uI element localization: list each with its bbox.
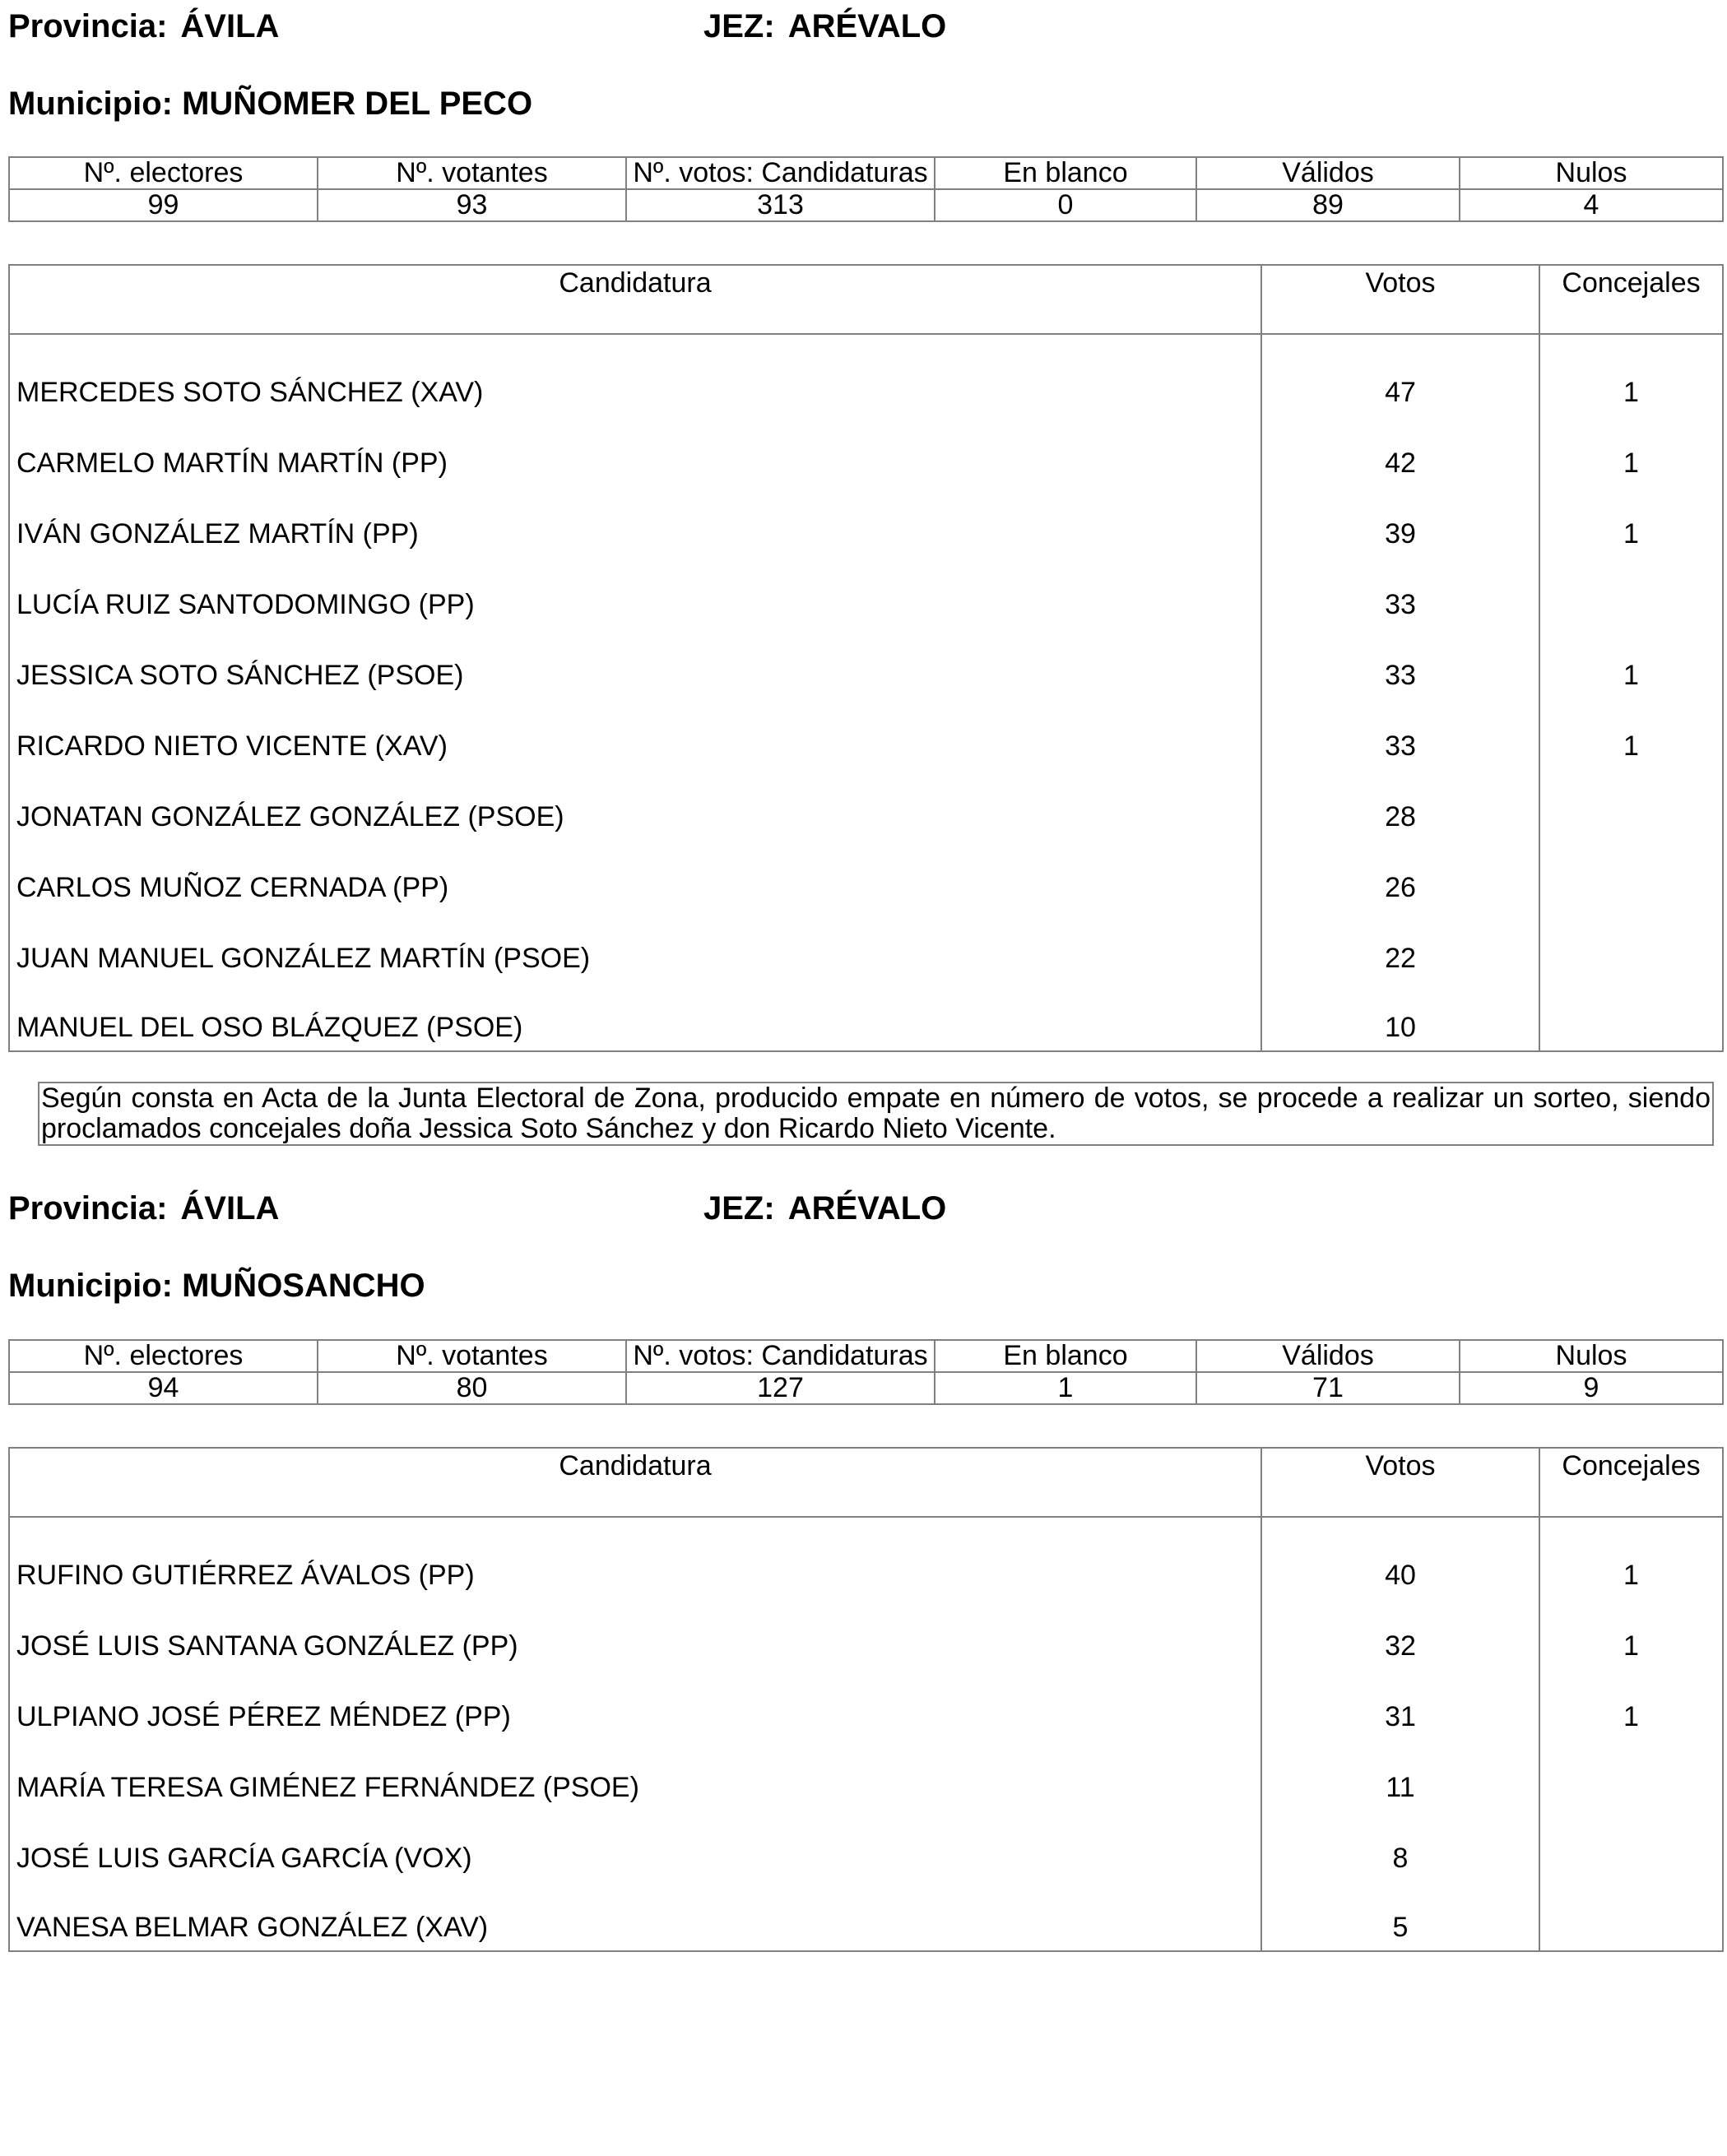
table-row (9, 412, 1723, 483)
candidate-votos: 28 (1261, 766, 1539, 837)
candidates-header-row (9, 1448, 1723, 1517)
stats-header-votantes: Nº. votantes (318, 1340, 626, 1372)
municipio-value: MUÑOMER DEL PECO (182, 86, 533, 122)
provincia-heading (8, 1190, 279, 1226)
candidate-concejales: 1 (1539, 624, 1723, 695)
stats-value-votos-candidaturas: 313 (626, 189, 935, 221)
table-row (9, 1736, 1723, 1807)
candidate-name: JESSICA SOTO SÁNCHEZ (PSOE) (9, 624, 1261, 695)
stats-value-votos-candidaturas: 127 (626, 1372, 935, 1404)
stats-table (8, 156, 1724, 222)
candidate-concejales (1539, 978, 1723, 1051)
candidate-votos: 31 (1261, 1666, 1539, 1736)
candidates-table (8, 264, 1724, 1052)
table-row (9, 766, 1723, 837)
candidate-concejales (1539, 837, 1723, 907)
table-row (9, 334, 1723, 412)
stats-value-electores: 99 (9, 189, 318, 221)
jez-heading (703, 8, 946, 44)
jez-label: JEZ: (703, 1190, 775, 1226)
candidate-votos: 10 (1261, 978, 1539, 1051)
candidate-name: IVÁN GONZÁLEZ MARTÍN (PP) (9, 483, 1261, 554)
candidate-concejales: 1 (1539, 695, 1723, 766)
candidates-header-row (9, 265, 1723, 334)
candidate-votos: 8 (1261, 1807, 1539, 1878)
provincia-value: ÁVILA (180, 1190, 280, 1226)
votos-header: Votos (1261, 265, 1539, 334)
candidate-votos: 42 (1261, 412, 1539, 483)
stats-header-nulos: Nulos (1460, 157, 1723, 189)
candidate-concejales: 1 (1539, 1595, 1723, 1666)
table-row (9, 978, 1723, 1051)
stats-value-nulos: 9 (1460, 1372, 1723, 1404)
candidatura-header: Candidatura (9, 265, 1261, 334)
municipio-heading (8, 86, 532, 122)
candidate-votos: 22 (1261, 907, 1539, 978)
table-row (9, 624, 1723, 695)
candidate-concejales (1539, 907, 1723, 978)
candidate-votos: 33 (1261, 554, 1539, 624)
stats-header-en-blanco: En blanco (935, 157, 1196, 189)
stats-value-validos: 89 (1196, 189, 1460, 221)
tie-note: Según consta en Acta de la Junta Electoral de Zona, producido empate en número de votos, se procede a realizar un sorteo, siendo proclamados concejales doña Jessica Soto Sánchez y don Ricardo Nieto Vicente. (38, 1082, 1714, 1146)
provincia-heading (8, 8, 279, 44)
stats-value-row (9, 189, 1723, 221)
candidate-votos: 26 (1261, 837, 1539, 907)
candidate-name: MARÍA TERESA GIMÉNEZ FERNÁNDEZ (PSOE) (9, 1736, 1261, 1807)
candidate-concejales: 1 (1539, 334, 1723, 412)
candidate-votos: 33 (1261, 695, 1539, 766)
candidate-concejales: 1 (1539, 483, 1723, 554)
candidate-votos: 5 (1261, 1878, 1539, 1951)
table-row (9, 837, 1723, 907)
municipio-heading (8, 1268, 425, 1304)
candidate-name: ULPIANO JOSÉ PÉREZ MÉNDEZ (PP) (9, 1666, 1261, 1736)
candidate-votos: 39 (1261, 483, 1539, 554)
table-row (9, 483, 1723, 554)
stats-value-en-blanco: 0 (935, 189, 1196, 221)
candidate-name: LUCÍA RUIZ SANTODOMINGO (PP) (9, 554, 1261, 624)
candidate-name: RUFINO GUTIÉRREZ ÁVALOS (PP) (9, 1517, 1261, 1595)
stats-header-row (9, 157, 1723, 189)
candidate-concejales: 1 (1539, 1517, 1723, 1595)
stats-header-votos-candidaturas: Nº. votos: Candidaturas (626, 1340, 935, 1372)
provincia-label: Provincia: (8, 1190, 168, 1226)
stats-table (8, 1339, 1724, 1405)
jez-value: ARÉVALO (787, 8, 947, 44)
stats-header-nulos: Nulos (1460, 1340, 1723, 1372)
municipio-label: Municipio: (8, 86, 173, 122)
candidate-name: JUAN MANUEL GONZÁLEZ MARTÍN (PSOE) (9, 907, 1261, 978)
candidate-concejales (1539, 1878, 1723, 1951)
concejales-header: Concejales (1539, 1448, 1723, 1517)
table-row (9, 1807, 1723, 1878)
candidate-concejales (1539, 1807, 1723, 1878)
candidate-name: JOSÉ LUIS GARCÍA GARCÍA (VOX) (9, 1807, 1261, 1878)
municipio-label: Municipio: (8, 1268, 173, 1304)
candidate-concejales (1539, 1736, 1723, 1807)
candidate-name: VANESA BELMAR GONZÁLEZ (XAV) (9, 1878, 1261, 1951)
stats-value-votantes: 93 (318, 189, 626, 221)
candidate-votos: 11 (1261, 1736, 1539, 1807)
candidate-name: CARLOS MUÑOZ CERNADA (PP) (9, 837, 1261, 907)
table-row (9, 1595, 1723, 1666)
candidate-concejales (1539, 766, 1723, 837)
jez-value: ARÉVALO (787, 1190, 947, 1226)
stats-header-electores: Nº. electores (9, 1340, 318, 1372)
candidate-name: MERCEDES SOTO SÁNCHEZ (XAV) (9, 334, 1261, 412)
candidate-name: RICARDO NIETO VICENTE (XAV) (9, 695, 1261, 766)
candidate-votos: 47 (1261, 334, 1539, 412)
stats-value-votantes: 80 (318, 1372, 626, 1404)
stats-header-electores: Nº. electores (9, 157, 318, 189)
table-row (9, 1878, 1723, 1951)
stats-value-electores: 94 (9, 1372, 318, 1404)
candidate-name: JOSÉ LUIS SANTANA GONZÁLEZ (PP) (9, 1595, 1261, 1666)
candidatura-header: Candidatura (9, 1448, 1261, 1517)
stats-value-nulos: 4 (1460, 189, 1723, 221)
concejales-header: Concejales (1539, 265, 1723, 334)
table-row (9, 695, 1723, 766)
provincia-value: ÁVILA (180, 8, 280, 44)
stats-header-en-blanco: En blanco (935, 1340, 1196, 1372)
stats-value-en-blanco: 1 (935, 1372, 1196, 1404)
candidate-votos: 33 (1261, 624, 1539, 695)
candidate-votos: 32 (1261, 1595, 1539, 1666)
candidates-table (8, 1447, 1724, 1952)
candidate-name: CARMELO MARTÍN MARTÍN (PP) (9, 412, 1261, 483)
table-row (9, 907, 1723, 978)
candidate-name: JONATAN GONZÁLEZ GONZÁLEZ (PSOE) (9, 766, 1261, 837)
table-row (9, 1517, 1723, 1595)
stats-header-votantes: Nº. votantes (318, 157, 626, 189)
stats-value-validos: 71 (1196, 1372, 1460, 1404)
jez-label: JEZ: (703, 8, 775, 44)
table-row (9, 554, 1723, 624)
candidate-concejales (1539, 554, 1723, 624)
jez-heading (703, 1190, 946, 1226)
stats-header-validos: Válidos (1196, 157, 1460, 189)
table-row (9, 1666, 1723, 1736)
candidate-concejales: 1 (1539, 1666, 1723, 1736)
stats-header-validos: Válidos (1196, 1340, 1460, 1372)
provincia-label: Provincia: (8, 8, 168, 44)
candidate-concejales: 1 (1539, 412, 1723, 483)
votos-header: Votos (1261, 1448, 1539, 1517)
candidate-votos: 40 (1261, 1517, 1539, 1595)
municipio-value: MUÑOSANCHO (182, 1268, 425, 1304)
stats-header-votos-candidaturas: Nº. votos: Candidaturas (626, 157, 935, 189)
candidate-name: MANUEL DEL OSO BLÁZQUEZ (PSOE) (9, 978, 1261, 1051)
stats-value-row (9, 1372, 1723, 1404)
stats-header-row (9, 1340, 1723, 1372)
